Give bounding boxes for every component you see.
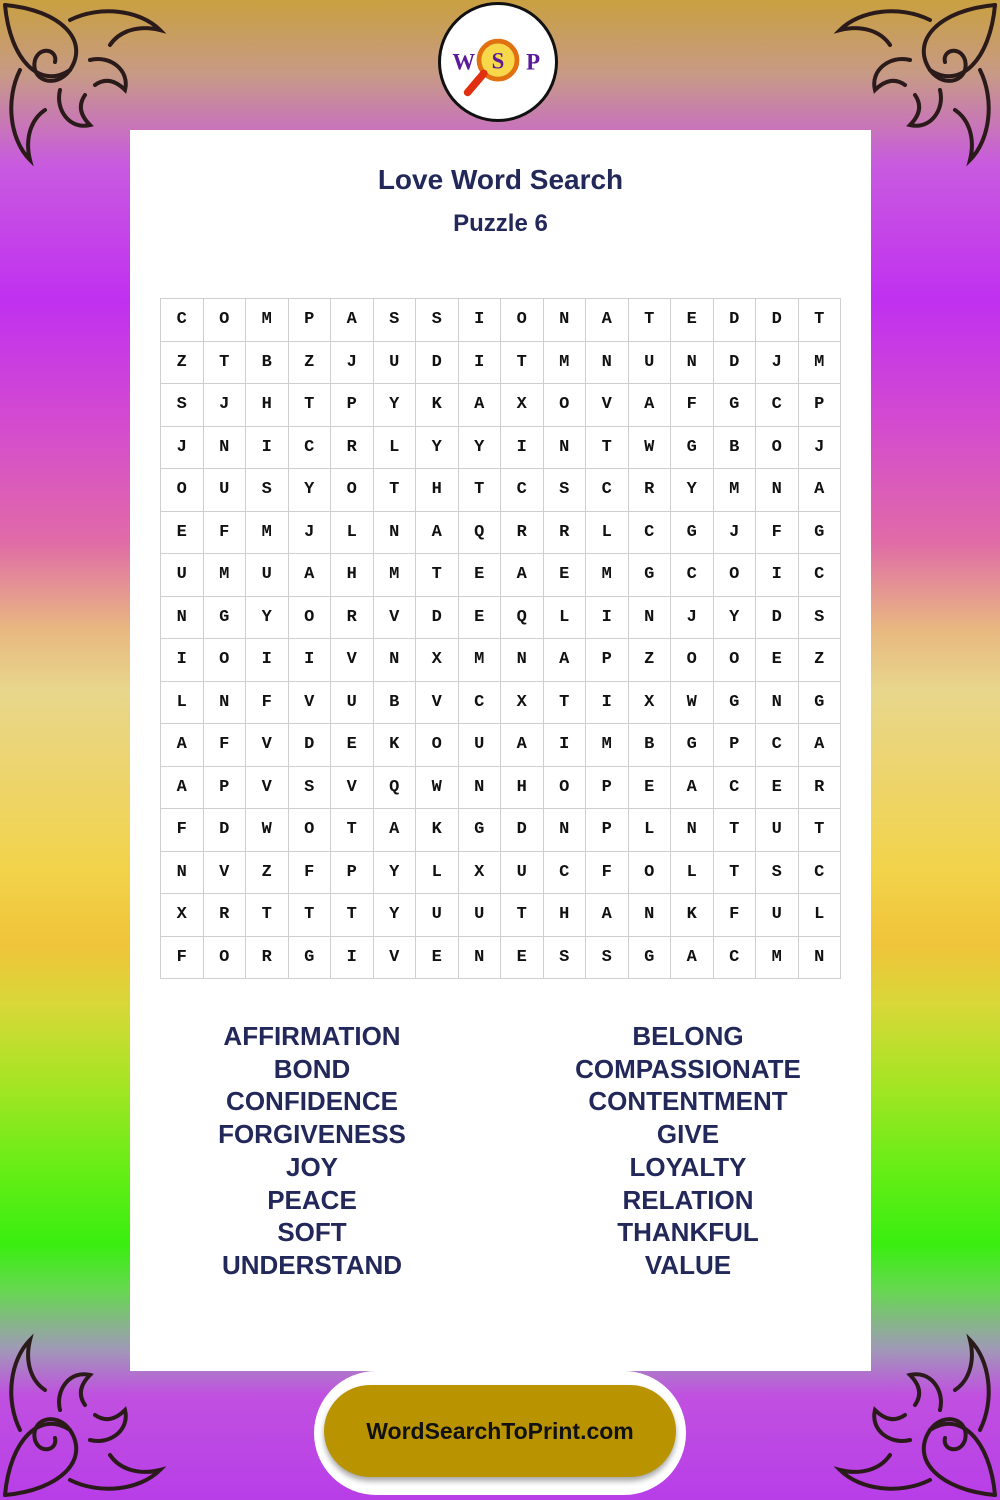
grid-cell[interactable]: U — [756, 809, 799, 852]
puzzle-card — [130, 130, 871, 1371]
grid-cell[interactable]: N — [756, 469, 799, 512]
grid-cell[interactable]: F — [204, 724, 247, 767]
grid-cell[interactable]: T — [289, 384, 332, 427]
grid-cell[interactable]: C — [161, 299, 204, 342]
logo-letter-p: P — [526, 49, 541, 75]
grid-cell[interactable]: G — [671, 724, 714, 767]
grid-cell[interactable]: R — [544, 512, 587, 555]
grid-cell[interactable]: C — [714, 937, 757, 980]
grid-cell[interactable]: A — [501, 554, 544, 597]
word-list-item: GIVE — [656, 1119, 720, 1150]
grid-cell[interactable]: Q — [459, 512, 502, 555]
grid-cell[interactable]: J — [714, 512, 757, 555]
grid-cell[interactable]: Y — [459, 427, 502, 470]
grid-cell[interactable]: T — [799, 299, 842, 342]
footer-site-name: WordSearchToPrint.com — [366, 1417, 634, 1444]
grid-cell[interactable]: T — [289, 894, 332, 937]
word-list-item: PEACE — [267, 1184, 357, 1215]
grid-cell[interactable]: A — [501, 724, 544, 767]
grid-cell[interactable]: O — [204, 299, 247, 342]
grid-cell[interactable]: G — [289, 937, 332, 980]
grid-cell[interactable]: S — [289, 767, 332, 810]
grid-cell[interactable]: G — [204, 597, 247, 640]
grid-cell[interactable]: X — [629, 682, 672, 725]
grid-cell[interactable]: B — [714, 427, 757, 470]
grid-cell[interactable]: S — [161, 384, 204, 427]
grid-cell[interactable]: U — [161, 554, 204, 597]
word-list-item: BOND — [273, 1053, 351, 1084]
grid-cell[interactable]: D — [756, 597, 799, 640]
grid-cell[interactable]: G — [671, 427, 714, 470]
grid-cell[interactable]: G — [799, 682, 842, 725]
grid-cell[interactable]: M — [714, 469, 757, 512]
grid-cell[interactable]: A — [544, 639, 587, 682]
grid-cell[interactable]: J — [289, 512, 332, 555]
grid-cell[interactable]: L — [544, 597, 587, 640]
grid-cell[interactable]: Y — [374, 852, 417, 895]
grid-cell[interactable]: F — [756, 512, 799, 555]
grid-cell[interactable]: I — [331, 937, 374, 980]
grid-cell[interactable]: A — [629, 384, 672, 427]
grid-cell[interactable]: H — [246, 384, 289, 427]
grid-cell[interactable]: I — [246, 639, 289, 682]
grid-cell[interactable]: N — [544, 809, 587, 852]
grid-cell[interactable]: F — [289, 852, 332, 895]
grid-cell[interactable]: M — [799, 342, 842, 385]
grid-cell[interactable]: I — [459, 299, 502, 342]
grid-cell[interactable]: F — [714, 894, 757, 937]
grid-cell[interactable]: D — [416, 597, 459, 640]
grid-cell[interactable]: N — [501, 639, 544, 682]
grid-cell[interactable]: H — [416, 469, 459, 512]
grid-cell[interactable]: E — [629, 767, 672, 810]
grid-cell[interactable]: A — [671, 937, 714, 980]
grid-cell[interactable]: M — [586, 554, 629, 597]
grid-cell[interactable]: N — [586, 342, 629, 385]
grid-cell[interactable]: N — [161, 852, 204, 895]
grid-cell[interactable]: G — [629, 554, 672, 597]
grid-cell[interactable]: V — [374, 597, 417, 640]
word-list-item: RELATION — [622, 1184, 754, 1215]
word-list-item: LOYALTY — [629, 1151, 747, 1182]
grid-cell[interactable]: T — [374, 469, 417, 512]
grid-cell[interactable]: D — [501, 809, 544, 852]
grid-cell[interactable]: N — [459, 767, 502, 810]
grid-cell[interactable]: H — [544, 894, 587, 937]
grid-cell[interactable]: V — [374, 937, 417, 980]
grid-cell[interactable]: K — [374, 724, 417, 767]
grid-cell[interactable]: C — [544, 852, 587, 895]
word-list-item: THANKFUL — [617, 1217, 759, 1248]
word-list-item: AFFIRMATION — [223, 1021, 401, 1051]
grid-cell[interactable]: O — [204, 639, 247, 682]
grid-cell[interactable]: O — [629, 852, 672, 895]
grid-cell[interactable]: K — [416, 384, 459, 427]
grid-cell[interactable]: X — [501, 384, 544, 427]
word-list-item: JOY — [285, 1151, 339, 1182]
grid-cell[interactable]: O — [331, 469, 374, 512]
logo-letter-w: W — [452, 49, 476, 75]
grid-cell[interactable]: U — [204, 469, 247, 512]
grid-cell[interactable]: S — [374, 299, 417, 342]
grid-cell[interactable]: C — [799, 554, 842, 597]
grid-cell[interactable]: P — [204, 767, 247, 810]
page-title: Love Word Search — [377, 164, 624, 195]
grid-cell[interactable]: H — [331, 554, 374, 597]
grid-cell[interactable]: C — [756, 384, 799, 427]
grid-cell[interactable]: O — [671, 639, 714, 682]
grid-cell[interactable]: N — [756, 682, 799, 725]
grid-cell[interactable]: K — [671, 894, 714, 937]
grid-cell[interactable]: N — [629, 894, 672, 937]
grid-cell[interactable]: V — [289, 682, 332, 725]
grid-cell[interactable]: A — [374, 809, 417, 852]
grid-cell[interactable]: Y — [714, 597, 757, 640]
grid-cell[interactable]: P — [586, 767, 629, 810]
grid-cell[interactable]: F — [161, 809, 204, 852]
grid-cell[interactable]: R — [246, 937, 289, 980]
grid-cell[interactable]: L — [374, 427, 417, 470]
grid-cell[interactable]: R — [331, 427, 374, 470]
grid-cell[interactable]: V — [246, 767, 289, 810]
grid-cell[interactable]: T — [714, 809, 757, 852]
grid-cell[interactable]: B — [374, 682, 417, 725]
grid-cell[interactable]: C — [629, 512, 672, 555]
grid-cell[interactable]: J — [756, 342, 799, 385]
grid-cell[interactable]: F — [586, 852, 629, 895]
grid-cell[interactable]: F — [204, 512, 247, 555]
grid-cell[interactable]: O — [416, 724, 459, 767]
grid-cell[interactable]: L — [331, 512, 374, 555]
grid-cell[interactable]: H — [501, 767, 544, 810]
grid-cell[interactable]: G — [714, 384, 757, 427]
grid-cell[interactable]: N — [629, 597, 672, 640]
grid-cell[interactable]: L — [416, 852, 459, 895]
grid-cell[interactable]: P — [714, 724, 757, 767]
grid-cell[interactable]: T — [204, 342, 247, 385]
grid-cell[interactable]: R — [204, 894, 247, 937]
grid-cell[interactable]: A — [161, 724, 204, 767]
grid-cell[interactable]: X — [459, 852, 502, 895]
grid-cell[interactable]: O — [714, 639, 757, 682]
grid-cell[interactable]: E — [756, 639, 799, 682]
grid-cell[interactable]: E — [416, 937, 459, 980]
grid-cell[interactable]: P — [586, 809, 629, 852]
grid-cell[interactable]: U — [459, 894, 502, 937]
grid-cell[interactable]: G — [714, 682, 757, 725]
grid-cell[interactable]: M — [756, 937, 799, 980]
grid-cell[interactable]: Y — [374, 384, 417, 427]
grid-cell[interactable]: U — [501, 852, 544, 895]
grid-cell[interactable]: E — [331, 724, 374, 767]
grid-cell[interactable]: O — [544, 767, 587, 810]
grid-cell[interactable]: W — [416, 767, 459, 810]
grid-cell[interactable]: M — [204, 554, 247, 597]
grid-cell[interactable]: A — [161, 767, 204, 810]
grid-cell[interactable]: T — [459, 469, 502, 512]
grid-cell[interactable]: J — [161, 427, 204, 470]
grid-cell[interactable]: N — [671, 809, 714, 852]
grid-cell[interactable]: O — [204, 937, 247, 980]
grid-cell[interactable]: A — [671, 767, 714, 810]
grid-cell[interactable]: E — [459, 554, 502, 597]
grid-cell[interactable]: S — [544, 469, 587, 512]
grid-cell[interactable]: V — [331, 639, 374, 682]
grid-cell[interactable]: T — [416, 554, 459, 597]
grid-cell[interactable]: I — [544, 724, 587, 767]
grid-cell[interactable]: Q — [374, 767, 417, 810]
grid-cell[interactable]: A — [289, 554, 332, 597]
grid-cell[interactable]: A — [459, 384, 502, 427]
grid-cell[interactable]: E — [459, 597, 502, 640]
grid-cell[interactable]: F — [246, 682, 289, 725]
grid-cell[interactable]: M — [544, 342, 587, 385]
grid-cell[interactable]: C — [714, 767, 757, 810]
grid-cell[interactable]: J — [204, 384, 247, 427]
grid-cell[interactable]: L — [586, 512, 629, 555]
grid-cell[interactable]: J — [799, 427, 842, 470]
grid-cell[interactable]: O — [756, 427, 799, 470]
grid-cell[interactable]: Q — [501, 597, 544, 640]
grid-cell[interactable]: A — [799, 469, 842, 512]
grid-cell[interactable]: I — [586, 682, 629, 725]
grid-cell[interactable]: D — [204, 809, 247, 852]
grid-cell[interactable]: E — [544, 554, 587, 597]
grid-cell[interactable]: Y — [416, 427, 459, 470]
grid-cell[interactable]: I — [289, 639, 332, 682]
grid-cell[interactable]: N — [459, 937, 502, 980]
grid-cell[interactable]: D — [714, 299, 757, 342]
grid-cell[interactable]: P — [331, 384, 374, 427]
grid-cell[interactable]: O — [544, 384, 587, 427]
grid-cell[interactable]: C — [671, 554, 714, 597]
word-list-item: COMPASSIONATE — [575, 1053, 801, 1084]
grid-cell[interactable]: N — [204, 682, 247, 725]
word-list-item: SOFT — [277, 1217, 347, 1248]
logo-letter-s: S — [491, 48, 505, 74]
grid-cell[interactable]: A — [416, 512, 459, 555]
grid-cell[interactable]: S — [416, 299, 459, 342]
grid-cell[interactable]: R — [501, 512, 544, 555]
letter-grid — [160, 298, 841, 979]
grid-cell[interactable]: N — [544, 299, 587, 342]
grid-cell[interactable]: D — [416, 342, 459, 385]
grid-cell[interactable]: N — [374, 639, 417, 682]
grid-cell[interactable]: Z — [289, 342, 332, 385]
grid-cell[interactable]: P — [289, 299, 332, 342]
grid-cell[interactable]: O — [501, 299, 544, 342]
grid-cell[interactable]: I — [246, 427, 289, 470]
grid-cell[interactable]: E — [671, 299, 714, 342]
grid-cell[interactable]: Z — [799, 639, 842, 682]
grid-cell[interactable]: O — [289, 809, 332, 852]
grid-cell[interactable]: G — [799, 512, 842, 555]
word-list-item: FORGIVENESS — [218, 1119, 406, 1150]
grid-cell[interactable]: O — [161, 469, 204, 512]
grid-cell[interactable]: P — [331, 852, 374, 895]
grid-cell[interactable]: T — [586, 427, 629, 470]
wsp-logo — [438, 2, 558, 122]
grid-cell[interactable]: T — [714, 852, 757, 895]
grid-cell[interactable]: G — [671, 512, 714, 555]
grid-cell[interactable]: O — [714, 554, 757, 597]
grid-cell[interactable]: I — [161, 639, 204, 682]
grid-cell[interactable]: B — [629, 724, 672, 767]
grid-cell[interactable]: T — [246, 894, 289, 937]
grid-cell[interactable]: L — [799, 894, 842, 937]
grid-cell[interactable]: C — [501, 469, 544, 512]
grid-cell[interactable]: L — [629, 809, 672, 852]
grid-cell[interactable]: N — [161, 597, 204, 640]
word-list-item: CONTENTMENT — [588, 1086, 788, 1117]
grid-cell[interactable]: D — [289, 724, 332, 767]
grid-cell[interactable]: R — [799, 767, 842, 810]
grid-cell[interactable]: G — [459, 809, 502, 852]
grid-cell[interactable]: T — [331, 894, 374, 937]
grid-cell[interactable]: V — [331, 767, 374, 810]
grid-cell[interactable]: Y — [246, 597, 289, 640]
grid-cell[interactable]: G — [629, 937, 672, 980]
grid-cell[interactable]: M — [459, 639, 502, 682]
grid-cell[interactable]: I — [459, 342, 502, 385]
grid-cell[interactable]: R — [331, 597, 374, 640]
grid-cell[interactable]: A — [799, 724, 842, 767]
grid-cell[interactable]: U — [629, 342, 672, 385]
grid-cell[interactable]: U — [246, 554, 289, 597]
grid-cell[interactable]: S — [544, 937, 587, 980]
grid-cell[interactable]: Z — [246, 852, 289, 895]
grid-cell[interactable]: V — [416, 682, 459, 725]
grid-cell[interactable]: A — [586, 894, 629, 937]
grid-cell[interactable]: P — [799, 384, 842, 427]
grid-cell[interactable]: X — [161, 894, 204, 937]
word-list-left — [162, 1020, 462, 1282]
word-list-item: CONFIDENCE — [226, 1086, 398, 1117]
grid-cell[interactable]: U — [416, 894, 459, 937]
grid-cell[interactable]: U — [331, 682, 374, 725]
grid-cell[interactable]: U — [459, 724, 502, 767]
grid-cell[interactable]: E — [161, 512, 204, 555]
grid-cell[interactable]: R — [629, 469, 672, 512]
grid-cell[interactable]: T — [799, 809, 842, 852]
grid-cell[interactable]: E — [501, 937, 544, 980]
grid-cell[interactable]: Z — [629, 639, 672, 682]
grid-cell[interactable]: T — [629, 299, 672, 342]
grid-cell[interactable]: J — [331, 342, 374, 385]
grid-cell[interactable]: V — [586, 384, 629, 427]
grid-cell[interactable]: Y — [289, 469, 332, 512]
grid-cell[interactable]: M — [586, 724, 629, 767]
grid-cell[interactable]: L — [671, 852, 714, 895]
grid-cell[interactable]: N — [374, 512, 417, 555]
word-list-item: VALUE — [644, 1249, 732, 1280]
grid-cell[interactable]: D — [756, 299, 799, 342]
grid-cell[interactable]: L — [161, 682, 204, 725]
grid-cell[interactable]: C — [459, 682, 502, 725]
grid-cell[interactable]: U — [756, 894, 799, 937]
grid-cell[interactable]: I — [586, 597, 629, 640]
grid-cell[interactable]: K — [416, 809, 459, 852]
grid-cell[interactable]: Y — [671, 469, 714, 512]
grid-cell[interactable]: T — [331, 809, 374, 852]
grid-cell[interactable]: J — [671, 597, 714, 640]
grid-cell[interactable]: M — [246, 512, 289, 555]
grid-cell[interactable]: C — [799, 852, 842, 895]
grid-cell[interactable]: C — [586, 469, 629, 512]
grid-cell[interactable]: W — [246, 809, 289, 852]
grid-cell[interactable]: W — [671, 682, 714, 725]
grid-cell[interactable]: C — [289, 427, 332, 470]
grid-cell[interactable]: N — [799, 937, 842, 980]
grid-cell[interactable]: N — [204, 427, 247, 470]
grid-cell[interactable]: N — [544, 427, 587, 470]
grid-cell[interactable]: D — [714, 342, 757, 385]
grid-cell[interactable]: W — [629, 427, 672, 470]
grid-cell[interactable]: C — [756, 724, 799, 767]
grid-cell[interactable]: B — [246, 342, 289, 385]
grid-cell[interactable]: Y — [374, 894, 417, 937]
grid-cell[interactable]: N — [671, 342, 714, 385]
word-list-item: UNDERSTAND — [221, 1249, 403, 1280]
grid-cell[interactable]: X — [416, 639, 459, 682]
grid-cell[interactable]: V — [246, 724, 289, 767]
grid-cell[interactable]: T — [501, 342, 544, 385]
grid-cell[interactable]: A — [586, 299, 629, 342]
grid-cell[interactable]: V — [204, 852, 247, 895]
puzzle-subtitle: Puzzle 6 — [453, 210, 548, 237]
grid-cell[interactable]: X — [501, 682, 544, 725]
grid-cell[interactable]: S — [756, 852, 799, 895]
grid-cell[interactable]: S — [246, 469, 289, 512]
grid-cell[interactable]: M — [374, 554, 417, 597]
grid-cell[interactable]: S — [586, 937, 629, 980]
word-list-right — [538, 1020, 838, 1282]
grid-cell[interactable]: F — [161, 937, 204, 980]
grid-cell[interactable]: F — [671, 384, 714, 427]
grid-cell[interactable]: P — [586, 639, 629, 682]
grid-cell[interactable]: I — [756, 554, 799, 597]
grid-cell[interactable]: O — [289, 597, 332, 640]
grid-cell[interactable]: M — [246, 299, 289, 342]
grid-cell[interactable]: Z — [161, 342, 204, 385]
grid-cell[interactable]: S — [799, 597, 842, 640]
grid-cell[interactable]: T — [544, 682, 587, 725]
grid-cell[interactable]: U — [374, 342, 417, 385]
word-list-item: BELONG — [632, 1021, 744, 1051]
grid-cell[interactable]: T — [501, 894, 544, 937]
grid-cell[interactable]: A — [331, 299, 374, 342]
grid-cell[interactable]: I — [501, 427, 544, 470]
grid-cell[interactable]: E — [756, 767, 799, 810]
footer-banner[interactable] — [324, 1385, 676, 1477]
